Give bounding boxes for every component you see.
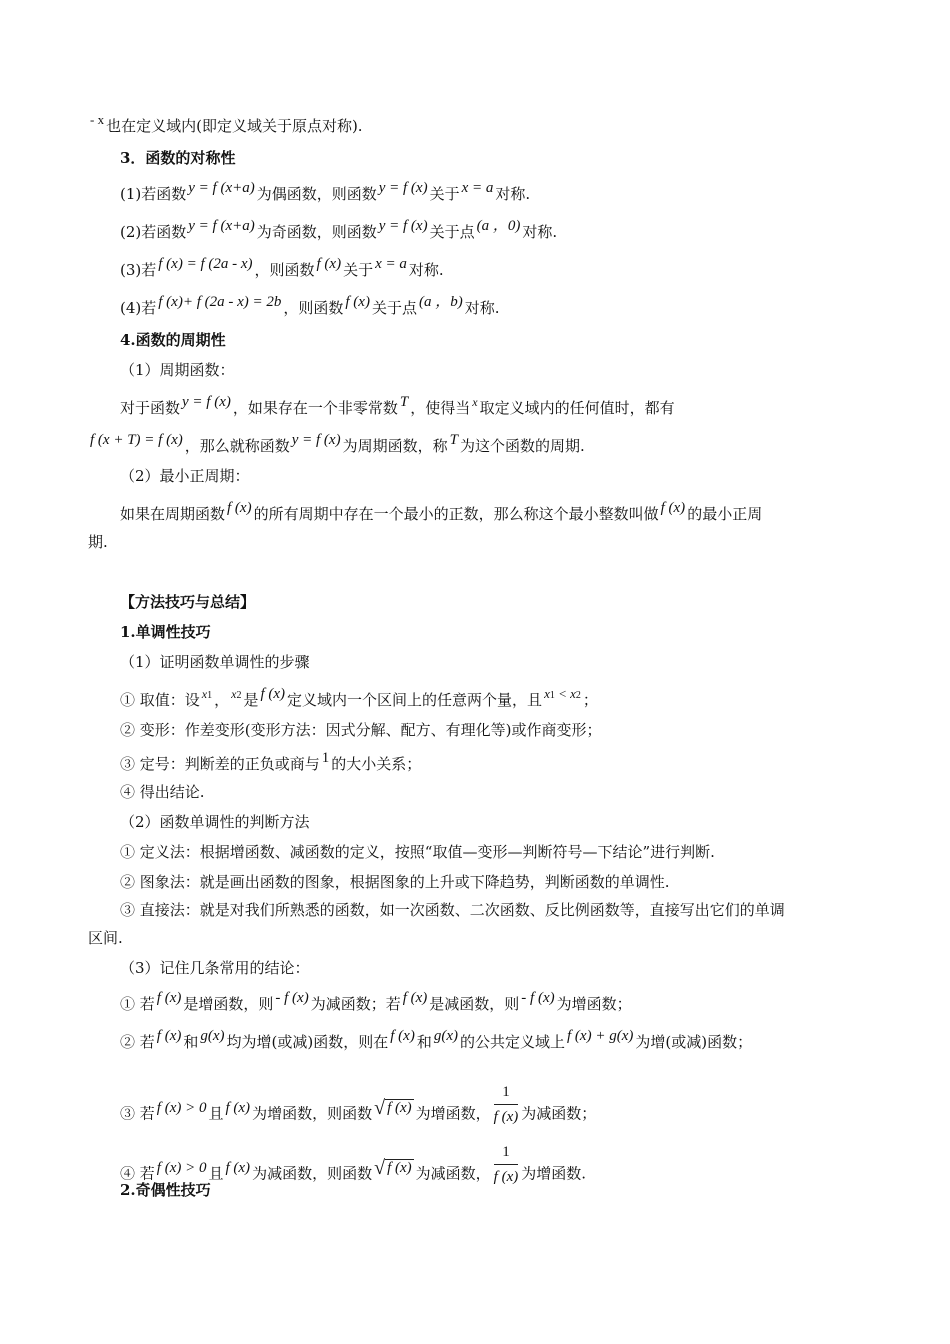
- text: 对称.: [522, 223, 558, 241]
- math-neg-x: - x: [90, 112, 105, 127]
- conclusion-1: [120, 990, 632, 1015]
- text: 为减函数，则函数: [252, 1164, 373, 1183]
- text: 为周期函数，称: [342, 437, 448, 455]
- subscript: 1: [549, 690, 555, 701]
- text: 如果在周期函数: [120, 505, 226, 523]
- math: f (x) = f (2a - x): [158, 256, 253, 272]
- text: 对称.: [408, 261, 444, 279]
- heading-periodicity: 4.函数的周期性: [120, 331, 226, 349]
- text: 为增(或减)函数；: [635, 1033, 753, 1051]
- text: 为增函数，则函数: [252, 1104, 373, 1123]
- math: T: [399, 394, 409, 410]
- math: x: [472, 395, 478, 409]
- step-2: ② 变形：作差变形(变形方法：因式分解、配方、有理化等)或作商变形；: [120, 721, 602, 739]
- step-1: [120, 686, 598, 713]
- domain-symmetric-line: [88, 112, 363, 137]
- math: (a ，b): [418, 294, 463, 310]
- radicand: f (x): [387, 1159, 412, 1176]
- math: - f (x): [521, 990, 555, 1006]
- math-x: x: [201, 687, 208, 701]
- text: ② 若: [120, 1033, 155, 1051]
- min-period-def: [120, 500, 763, 525]
- conclusion-2: [120, 1028, 753, 1053]
- radical-sign: √: [374, 1096, 386, 1119]
- method-graph: ② 图象法：就是画出函数的图象，根据图象的上升或下降趋势，判断函数的单调性.: [120, 873, 670, 891]
- summary-heading: 【方法技巧与总结】: [120, 593, 256, 611]
- math: - f (x): [275, 990, 309, 1006]
- numerator: 1: [494, 1142, 519, 1165]
- math: f (x)+ f (2a - x) = 2b: [158, 294, 282, 310]
- text: 关于: [343, 261, 374, 279]
- text: 且: [208, 1164, 224, 1183]
- symmetry-rule-2: [120, 218, 558, 243]
- math: f (x) > 0: [156, 1099, 207, 1116]
- text: ④ 若: [120, 1164, 155, 1183]
- text: ③ 定号：判断差的正负或商与: [120, 755, 320, 773]
- text: ，则函数: [254, 261, 315, 279]
- text: 为增函数；: [556, 995, 632, 1013]
- text: ③ 若: [120, 1104, 155, 1123]
- text: ；: [582, 691, 598, 709]
- text: 且: [208, 1104, 224, 1123]
- text: 的大小关系；: [331, 755, 422, 773]
- text: 取定义域内的任何值时，都有: [479, 399, 675, 417]
- text: 关于点: [371, 299, 417, 317]
- fraction: [494, 1082, 519, 1127]
- text: 对于函数: [120, 399, 181, 417]
- text: (3)若: [120, 261, 157, 279]
- math: f (x): [660, 500, 686, 516]
- math: f (x): [402, 990, 428, 1006]
- text: 为增函数，: [415, 1104, 491, 1123]
- text: 和: [416, 1033, 432, 1051]
- subscript: 1: [207, 690, 213, 701]
- heading-symmetry: 3．函数的对称性: [120, 149, 236, 167]
- symmetry-rule-1: [120, 180, 531, 205]
- math: f (x): [225, 1159, 251, 1176]
- periodic-def-1: [120, 394, 675, 419]
- text: 和: [183, 1033, 199, 1051]
- math: f (x + T) = f (x): [90, 432, 183, 448]
- judge-methods-subheading: （2）函数单调性的判断方法: [120, 813, 310, 831]
- min-period-def-cont: 期.: [88, 533, 108, 551]
- symmetry-rule-3: [120, 256, 444, 281]
- math: f (x): [156, 990, 182, 1006]
- math: f (x): [227, 500, 252, 516]
- text: 为增函数.: [521, 1164, 587, 1183]
- text: 为奇函数，则函数: [256, 223, 377, 241]
- text: 的最小正周: [687, 505, 763, 523]
- text: 关于点: [429, 223, 475, 241]
- symmetry-rule-4: [120, 294, 500, 319]
- text: 是减函数，则: [429, 995, 520, 1013]
- radicand: f (x): [387, 1099, 412, 1116]
- method-direct-cont: 区间.: [88, 929, 123, 947]
- periodic-def-2: [88, 432, 585, 457]
- math: f (x): [156, 1028, 182, 1044]
- math: x = a: [375, 256, 407, 272]
- math: g(x): [433, 1028, 458, 1044]
- math: 1: [321, 750, 330, 766]
- text: (1)若函数: [120, 185, 187, 203]
- math: f (x): [390, 1028, 415, 1044]
- math-x2: [231, 687, 241, 701]
- text: 为减函数；若: [310, 995, 401, 1013]
- numerator: 1: [494, 1082, 519, 1105]
- math: f (x): [225, 1099, 251, 1116]
- math: y = f (x+a): [188, 218, 255, 234]
- math: f (x): [260, 686, 286, 702]
- method-direct: ③ 直接法：就是对我们所熟悉的函数，如一次函数、二次函数、反比例函数等，直接写出它们的单调: [120, 901, 785, 919]
- text: 均为增(或减)函数，则在: [226, 1033, 389, 1051]
- sqrt: [374, 1156, 414, 1179]
- math: T: [449, 432, 458, 448]
- math-lt-x: < x: [554, 686, 576, 701]
- text: 对称.: [464, 299, 500, 317]
- math: y = f (x): [378, 218, 428, 234]
- text: ① 取值：设: [120, 691, 200, 709]
- text: 是: [243, 691, 259, 709]
- text: ，使得当: [410, 399, 471, 417]
- step-3: [120, 750, 422, 775]
- conclusion-3: [120, 1084, 597, 1137]
- min-period-subheading: （2）最小正周期：: [120, 467, 250, 485]
- text: 为减函数；: [521, 1104, 597, 1123]
- denominator: f (x): [493, 1109, 519, 1125]
- math: y = f (x): [378, 180, 428, 196]
- text: 的公共定义域上: [460, 1033, 566, 1051]
- sqrt: [374, 1096, 414, 1119]
- parity-heading: 2.奇偶性技巧: [120, 1181, 211, 1199]
- math-x1: [202, 687, 212, 701]
- proof-steps-subheading: （1）证明函数单调性的步骤: [120, 653, 310, 671]
- subscript: 2: [236, 690, 242, 701]
- math-x: x: [231, 687, 237, 701]
- denominator: f (x): [493, 1169, 519, 1185]
- math: (a ，0): [476, 218, 521, 234]
- text: 也在定义域内(即定义域关于原点对称).: [106, 117, 363, 135]
- math: x = a: [461, 180, 494, 196]
- text: 关于: [429, 185, 460, 203]
- text: ，: [214, 691, 230, 709]
- math: y = f (x): [182, 394, 231, 410]
- conclusions-subheading: （3）记住几条常用的结论：: [120, 959, 310, 977]
- text: 是增函数，则: [183, 995, 274, 1013]
- text: (4)若: [120, 299, 157, 317]
- text: 的所有周期中存在一个最小的正数，那么称这个最小整数叫做: [253, 505, 659, 523]
- text: 定义域内一个区间上的任意两个量，且: [287, 691, 543, 709]
- math: g(x): [200, 1028, 225, 1044]
- math: f (x) > 0: [156, 1159, 207, 1176]
- text: ，那么就称函数: [184, 437, 290, 455]
- text: ，如果存在一个非零常数: [232, 399, 398, 417]
- subscript: 2: [575, 690, 581, 701]
- math: f (x): [345, 294, 370, 310]
- math: y = f (x+a): [188, 180, 255, 196]
- text: 为偶函数，则函数: [256, 185, 377, 203]
- text: (2)若函数: [120, 223, 187, 241]
- fraction: [494, 1142, 519, 1187]
- text: ① 若: [120, 995, 155, 1013]
- method-definition: ① 定义法：根据增函数、减函数的定义，按照“取值—变形—判断符号—下结论”进行判断.: [120, 843, 715, 861]
- radical-sign: √: [374, 1156, 386, 1179]
- math: f (x) + g(x): [567, 1028, 634, 1044]
- math-x: x: [544, 686, 550, 701]
- step-4: ④ 得出结论.: [120, 783, 205, 801]
- text: 为这个函数的周期.: [459, 437, 585, 455]
- text: ，则函数: [283, 299, 344, 317]
- text: 为减函数，: [415, 1164, 491, 1183]
- math-inequality: [544, 686, 581, 701]
- monotonicity-heading: 1.单调性技巧: [120, 623, 211, 641]
- text: 对称.: [495, 185, 531, 203]
- math: y = f (x): [291, 432, 341, 448]
- periodic-subheading: （1）周期函数：: [120, 361, 235, 379]
- math: f (x): [316, 256, 342, 272]
